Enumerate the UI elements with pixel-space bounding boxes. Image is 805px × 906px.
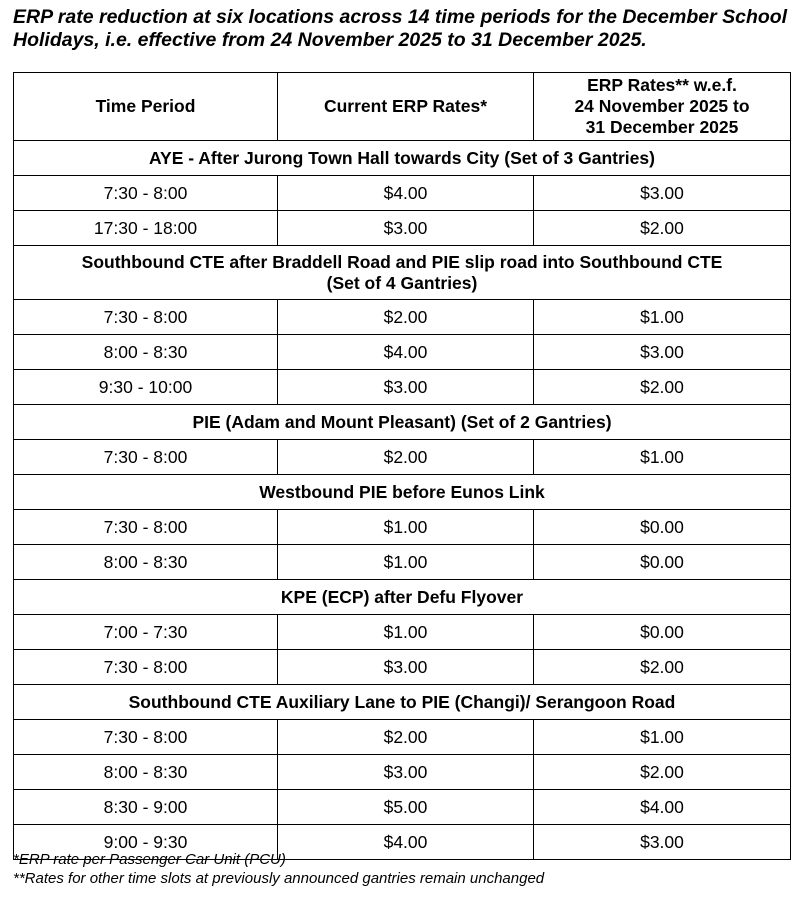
cell-time-period: 7:30 - 8:00 <box>14 510 278 545</box>
table-row <box>14 211 791 246</box>
cell-time-period: 7:00 - 7:30 <box>14 615 278 650</box>
cell-current-rate: $1.00 <box>278 615 534 650</box>
table-row <box>14 615 791 650</box>
table-row <box>14 370 791 405</box>
cell-time-period: 8:00 - 8:30 <box>14 755 278 790</box>
table-row <box>14 440 791 475</box>
cell-current-rate: $1.00 <box>278 510 534 545</box>
cell-time-period: 7:30 - 8:00 <box>14 300 278 335</box>
table-row <box>14 790 791 825</box>
location-heading <box>14 475 791 510</box>
location-heading <box>14 580 791 615</box>
cell-current-rate: $4.00 <box>278 335 534 370</box>
location-name: Southbound CTE Auxiliary Lane to PIE (Changi)/ Serangoon Road <box>128 691 676 712</box>
cell-new-rate: $1.00 <box>534 300 791 335</box>
location-heading <box>14 246 791 300</box>
table-body <box>14 141 791 860</box>
cell-current-rate: $4.00 <box>278 176 534 211</box>
cell-time-period: 9:00 - 9:30 <box>14 825 278 860</box>
location-row <box>14 580 791 615</box>
location-heading <box>14 405 791 440</box>
cell-current-rate: $2.00 <box>278 440 534 475</box>
cell-new-rate: $2.00 <box>534 755 791 790</box>
cell-current-rate: $3.00 <box>278 650 534 685</box>
cell-new-rate: $0.00 <box>534 510 791 545</box>
cell-time-period: 17:30 - 18:00 <box>14 211 278 246</box>
header-new-rates-line3: 31 December 2025 <box>585 117 739 137</box>
cell-time-period: 7:30 - 8:00 <box>14 720 278 755</box>
location-row <box>14 405 791 440</box>
location-name: AYE - After Jurong Town Hall towards City (Set of 3 Gantries) <box>149 147 655 168</box>
cell-current-rate: $5.00 <box>278 790 534 825</box>
cell-new-rate: $0.00 <box>534 615 791 650</box>
cell-time-period: 8:00 - 8:30 <box>14 545 278 580</box>
table-row <box>14 510 791 545</box>
cell-current-rate: $3.00 <box>278 755 534 790</box>
footnotes <box>13 850 544 888</box>
cell-new-rate: $0.00 <box>534 545 791 580</box>
location-name: KPE (ECP) after Defu Flyover <box>280 586 524 607</box>
cell-time-period: 8:30 - 9:00 <box>14 790 278 825</box>
location-row <box>14 141 791 176</box>
header-current-rates: Current ERP Rates* <box>278 73 534 141</box>
cell-current-rate: $2.00 <box>278 300 534 335</box>
erp-rates-table <box>13 72 791 860</box>
header-time-period: Time Period <box>14 73 278 141</box>
table-header-row <box>14 73 791 141</box>
cell-new-rate: $1.00 <box>534 440 791 475</box>
location-heading <box>14 685 791 720</box>
cell-new-rate: $1.00 <box>534 720 791 755</box>
cell-time-period: 7:30 - 8:00 <box>14 176 278 211</box>
cell-new-rate: $3.00 <box>534 176 791 211</box>
cell-new-rate: $2.00 <box>534 650 791 685</box>
cell-new-rate: $4.00 <box>534 790 791 825</box>
cell-current-rate: $3.00 <box>278 370 534 405</box>
footnote-pcu: *ERP rate per Passenger Car Unit (PCU) <box>13 851 286 868</box>
cell-time-period: 7:30 - 8:00 <box>14 440 278 475</box>
table-row <box>14 176 791 211</box>
table-row <box>14 720 791 755</box>
table-row <box>14 545 791 580</box>
cell-new-rate: $3.00 <box>534 825 791 860</box>
location-heading <box>14 141 791 176</box>
table-row <box>14 300 791 335</box>
header-new-rates-line2: 24 November 2025 to <box>574 96 750 116</box>
location-name: Westbound PIE before Eunos Link <box>259 481 545 502</box>
cell-new-rate: $2.00 <box>534 370 791 405</box>
cell-new-rate: $3.00 <box>534 335 791 370</box>
table-row <box>14 335 791 370</box>
cell-current-rate: $1.00 <box>278 545 534 580</box>
table-row <box>14 650 791 685</box>
document-title: ERP rate reduction at six locations across 14 time periods for the December School Holidays, i.e. effective from 24 November 2025 to 31 December 2025. <box>13 6 788 51</box>
cell-time-period: 9:30 - 10:00 <box>14 370 278 405</box>
location-row <box>14 246 791 300</box>
footnote-unchanged: **Rates for other time slots at previously announced gantries remain unchanged <box>13 870 545 887</box>
cell-current-rate: $2.00 <box>278 720 534 755</box>
cell-current-rate: $4.00 <box>278 825 534 860</box>
location-name-line2: (Set of 4 Gantries) <box>326 272 478 293</box>
cell-current-rate: $3.00 <box>278 211 534 246</box>
table-row <box>14 755 791 790</box>
location-row <box>14 685 791 720</box>
location-name: PIE (Adam and Mount Pleasant) (Set of 2 Gantries) <box>192 411 612 432</box>
location-row <box>14 475 791 510</box>
cell-new-rate: $2.00 <box>534 211 791 246</box>
cell-time-period: 8:00 - 8:30 <box>14 335 278 370</box>
header-new-rates-line1: ERP Rates** w.e.f. <box>587 75 737 95</box>
cell-time-period: 7:30 - 8:00 <box>14 650 278 685</box>
location-name: Southbound CTE after Braddell Road and PIE slip road into Southbound CTE <box>81 251 723 272</box>
header-new-rates <box>534 73 791 141</box>
